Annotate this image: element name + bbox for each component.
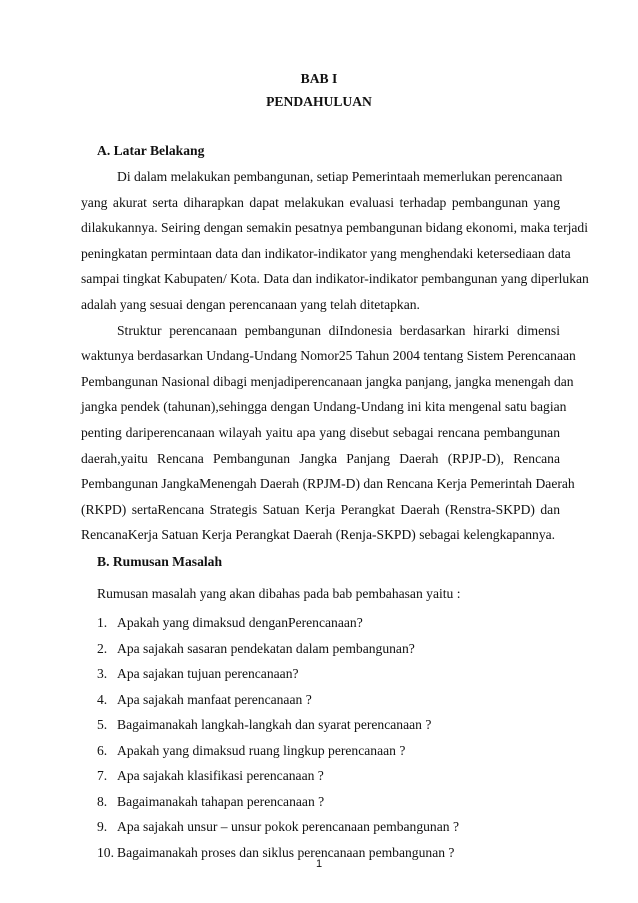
list-text: Apa sajakah manfaat perencanaan ?	[117, 691, 312, 707]
paragraph-line: daerah,yaitu Rencana Pembangunan Jangka Panjang Daerah (RPJP-D), Rencana	[81, 450, 560, 466]
paragraph-line: (RKPD) sertaRencana Strategis Satuan Kerja Perangkat Daerah (Renstra-SKPD) dan	[81, 501, 560, 517]
list-number: 9.	[97, 819, 108, 834]
paragraph-line: Pembangunan Nasional dibagi menjadiperencanaan jangka panjang, jangka menengah dan	[81, 373, 574, 389]
list-text: Bagaimanakah proses dan siklus perencanaan pembangunan ?	[117, 844, 455, 860]
list-item	[97, 661, 299, 687]
list-text: Apa sajakah unsur – unsur pokok perencanaan pembangunan ?	[117, 819, 459, 834]
list-item	[97, 687, 312, 713]
list-text: Bagaimanakah langkah-langkah dan syarat perencanaan ?	[117, 717, 432, 732]
list-text: Apa sajakah sasaran pendekatan dalam pembangunan?	[117, 640, 415, 656]
list-number: 7.	[97, 768, 108, 783]
list-item	[97, 814, 459, 840]
paragraph-line: Pembangunan JangkaMenengah Daerah (RPJM-D) dan Rencana Kerja Pemerintah Daerah	[81, 476, 575, 492]
list-text: Apa sajakan tujuan perencanaan?	[117, 666, 299, 681]
section-b-intro: Rumusan masalah yang akan dibahas pada bab pembahasan yaitu :	[97, 586, 461, 601]
list-number: 10.	[97, 844, 114, 860]
list-item	[97, 610, 363, 636]
chapter-number: BAB I	[300, 71, 338, 86]
section-b-heading: B. Rumusan Masalah	[97, 554, 223, 569]
list-number: 3.	[97, 666, 108, 681]
list-number: 5.	[97, 717, 108, 732]
list-item	[97, 738, 405, 764]
list-item	[97, 712, 431, 738]
section-a-heading: A. Latar Belakang	[97, 143, 205, 158]
list-text: Apakah yang dimaksud ruang lingkup perencanaan ?	[117, 742, 406, 758]
paragraph-line: RencanaKerja Satuan Kerja Perangkat Daerah (Renja-SKPD) sebagai kelengkapannya.	[81, 527, 556, 543]
paragraph-line: adalah yang sesuai dengan perencanaan yang telah ditetapkan.	[81, 297, 420, 312]
paragraph-line: dilakukannya. Seiring dengan semakin pesatnya pembangunan bidang ekonomi, maka terjadi	[81, 220, 588, 236]
list-item	[97, 763, 324, 789]
paragraph-line: yang akurat serta diharapkan dapat melakukan evaluasi terhadap pembangunan yang	[81, 194, 560, 210]
paragraph-line: waktunya berdasarkan Undang-Undang Nomor25 Tahun 2004 tentang Sistem Perencanaan	[81, 348, 576, 364]
list-text: Bagaimanakah tahapan perencanaan ?	[117, 793, 325, 809]
list-item	[97, 789, 324, 815]
list-number: 2.	[97, 640, 108, 656]
paragraph-line: Di dalam melakukan pembangunan, setiap Pemerintaah memerlukan perencanaan	[117, 169, 563, 184]
chapter-title: PENDAHULUAN	[266, 94, 372, 109]
list-number: 8.	[97, 793, 108, 809]
list-item	[97, 636, 415, 662]
paragraph-line: sampai tingkat Kabupaten/ Kota. Data dan indikator-indikator pembangunan yang diperlukan	[81, 271, 589, 287]
paragraph-line: Struktur perencanaan pembangunan diIndonesia berdasarkan hirarki dimensi	[117, 322, 560, 338]
page-number: 1	[315, 858, 323, 870]
paragraph-line: jangka pendek (tahunan),sehingga dengan Undang-Undang ini kita mengenal satu bagian	[81, 399, 567, 415]
paragraph-line: penting dariperencanaan wilayah yaitu apa yang disebut sebagai rencana pembangunan	[81, 425, 560, 440]
list-number: 6.	[97, 742, 108, 758]
list-number: 1.	[97, 615, 108, 630]
list-text: Apa sajakah klasifikasi perencanaan ?	[117, 768, 324, 783]
list-number: 4.	[97, 691, 108, 707]
paragraph-line: peningkatan permintaan data dan indikator-indikator yang menghendaki ketersediaan data	[81, 245, 571, 261]
list-text: Apakah yang dimaksud denganPerencanaan?	[117, 615, 363, 630]
